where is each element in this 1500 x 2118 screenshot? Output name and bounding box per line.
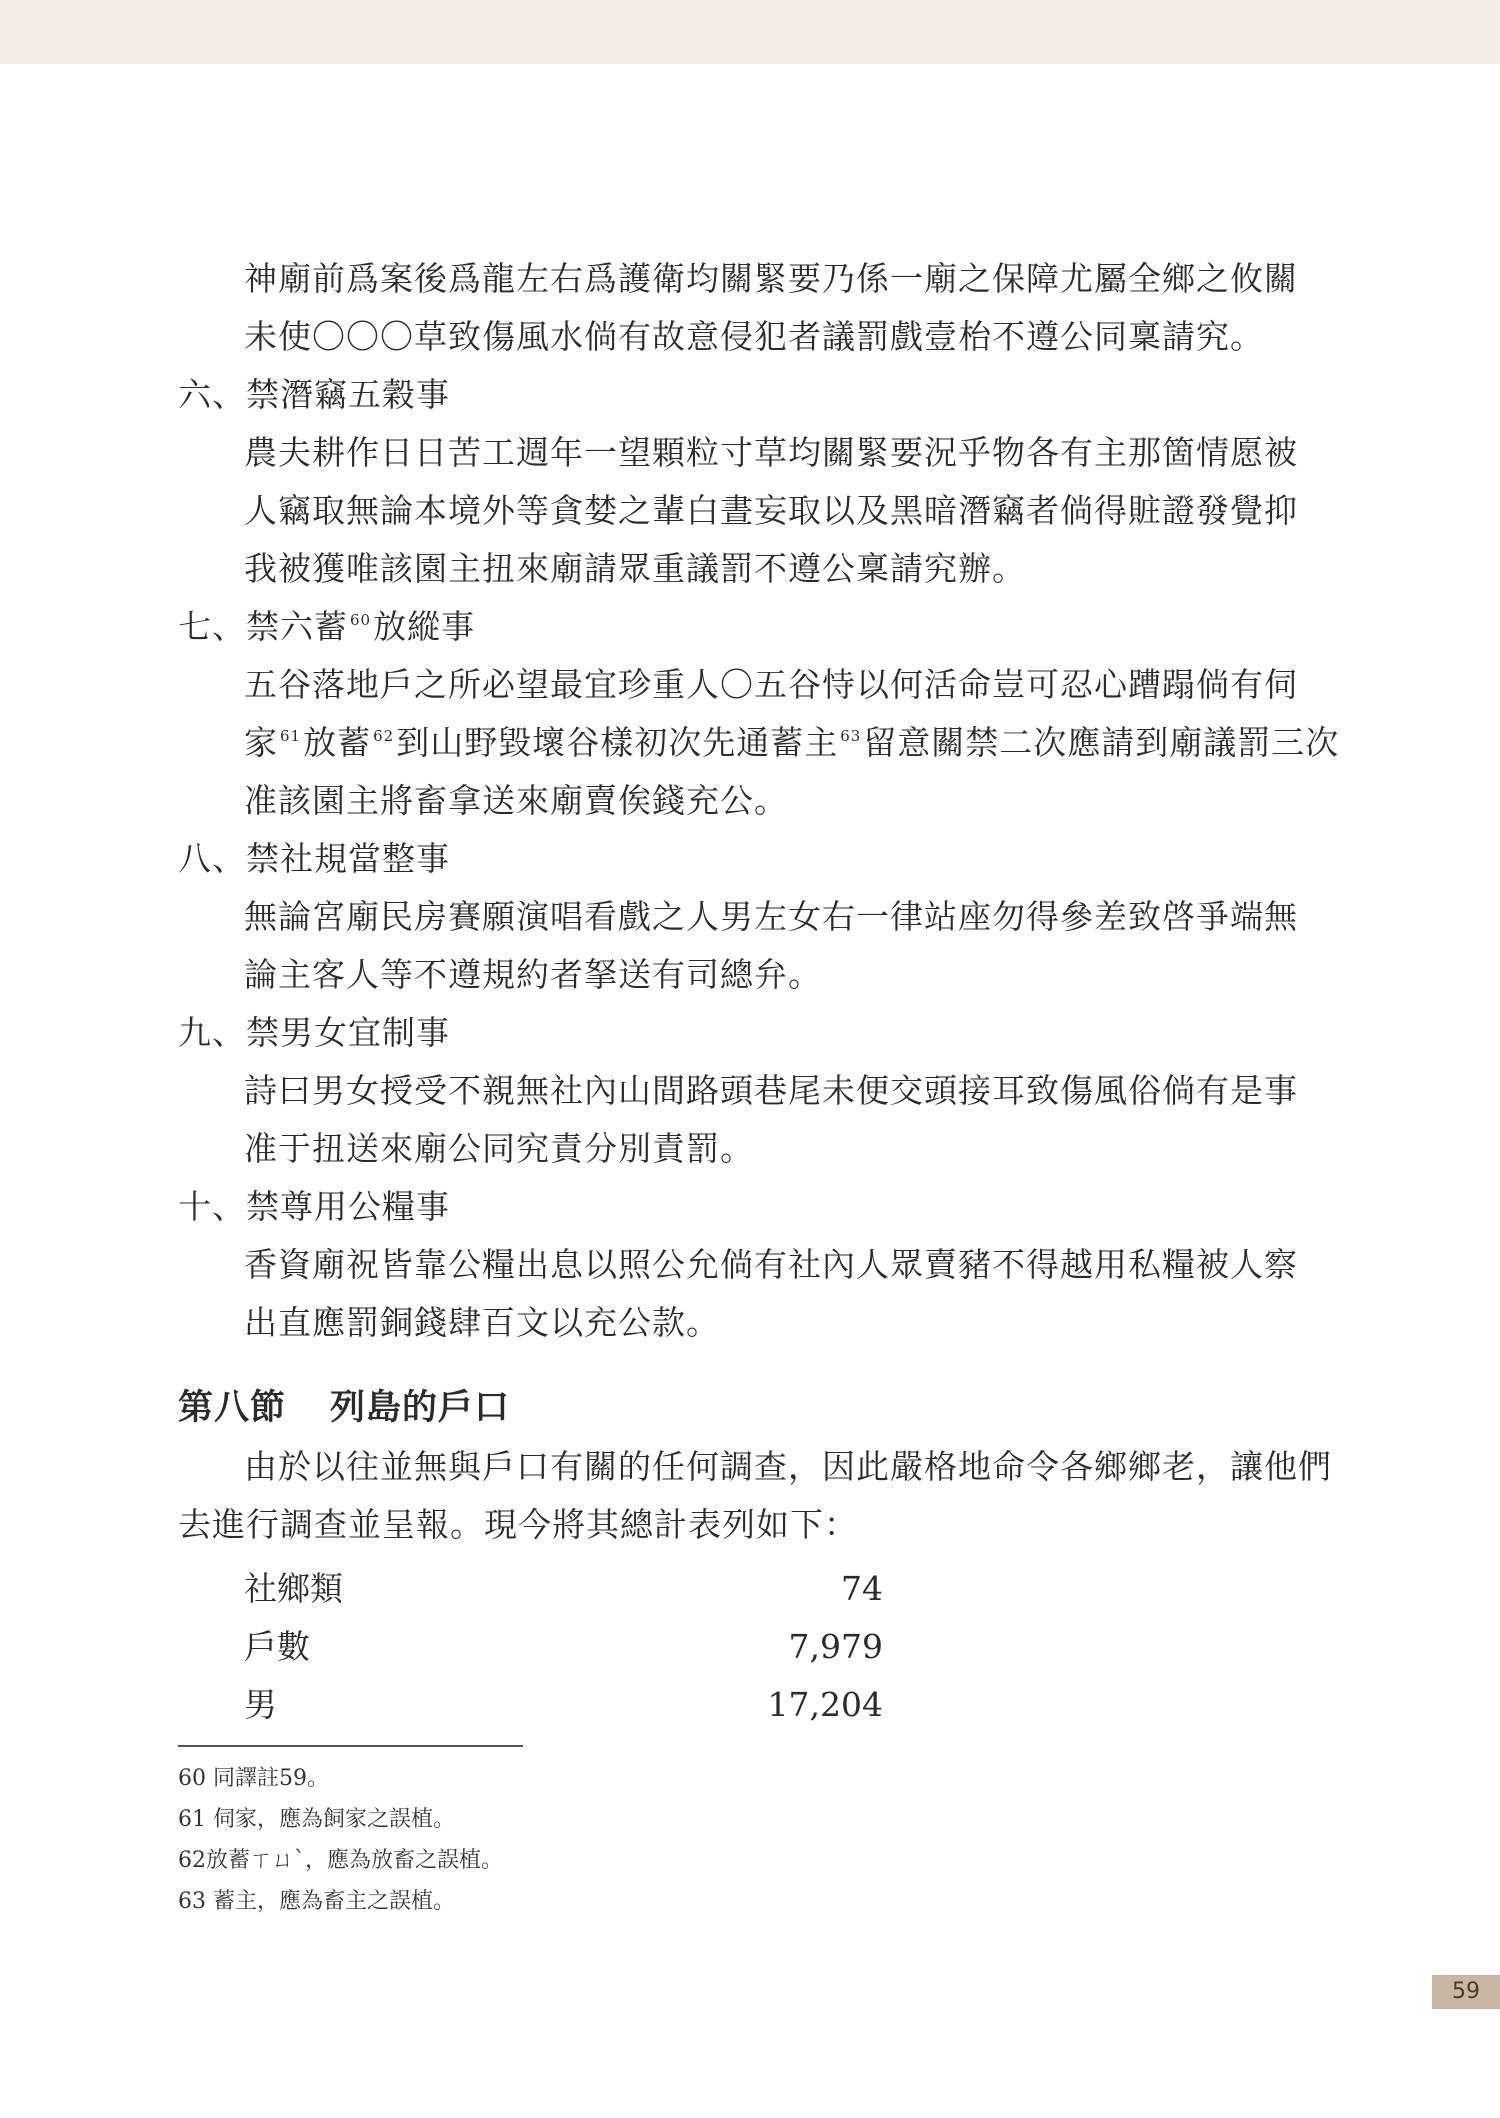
page-number: 59 <box>1432 1975 1500 2009</box>
footnote-61: 61 伺家，應為飼家之誤植。 <box>178 1807 455 1832</box>
text-line: 由於以往並無與戶口有關的任何調查，因此嚴格地命令各鄉鄉老，讓他們 <box>244 1447 1332 1486</box>
text-segment: 放蓄 <box>303 723 372 762</box>
text-line: 准該園主將畜拿送來廟賣俟錢充公。 <box>244 781 788 820</box>
text-line <box>178 714 1340 772</box>
table-row <box>178 1676 1298 1734</box>
row-label: 戶數 <box>244 1627 310 1666</box>
heading-text: 放縱事 <box>373 607 476 646</box>
footnote-ref-60: 60 <box>350 611 372 629</box>
text-line: 未使〇〇〇草致傷風水倘有故意侵犯者議罰戲壹枱不遵公同稟請究。 <box>244 317 1264 356</box>
section-title: 列島的戶口 <box>330 1388 511 1428</box>
footnote-63: 63 蓄主，應為畜主之誤植。 <box>178 1889 455 1914</box>
rule-heading-10: 十、禁尊用公糧事 <box>178 1187 450 1226</box>
row-value: 74 <box>841 1569 883 1608</box>
rule-heading-7 <box>178 598 1298 656</box>
text-line: 准于扭送來廟公同究責分別責罰。 <box>244 1129 754 1168</box>
text-segment: 留意關禁二次應請到廟議罰三次 <box>863 723 1340 762</box>
main-text <box>178 250 1340 1734</box>
row-value: 17,204 <box>767 1685 883 1724</box>
rule-heading-8: 八、禁社規當整事 <box>178 839 450 878</box>
text-segment: 到山野毀壞谷樣初次先通蓄主 <box>396 723 839 762</box>
rule-heading-9: 九、禁男女宜制事 <box>178 1013 450 1052</box>
heading-text: 七、禁六蓄 <box>178 607 348 646</box>
row-label: 社鄉類 <box>244 1569 343 1608</box>
table-row <box>178 1560 1298 1618</box>
text-line: 出直應罰銅錢肆百文以充公款。 <box>244 1303 720 1342</box>
top-band <box>0 0 1500 64</box>
text-line: 香資廟祝皆靠公糧出息以照公允倘有社內人眾賣豬不得越用私糧被人察 <box>244 1245 1298 1284</box>
text-line: 神廟前爲案後爲龍左右爲護衛均關緊要乃係一廟之保障尤屬全鄉之攸關 <box>244 259 1298 298</box>
footnotes <box>178 1758 1078 1922</box>
footnote-divider <box>178 1745 523 1747</box>
text-line: 農夫耕作日日苦工週年一望顆粒寸草均關緊要況乎物各有主那箇情愿被 <box>244 433 1298 472</box>
footnote-ref-61: 61 <box>280 727 302 745</box>
population-table <box>178 1560 1298 1734</box>
text-line: 人竊取無論本境外等貪婪之輩白晝妄取以及黑暗潛竊者倘得賍證發覺抑 <box>244 491 1298 530</box>
intro-paragraph <box>178 1438 1332 1554</box>
text-line: 無論宮廟民房賽願演唱看戲之人男左女右一律站座勿得參差致啓爭端無 <box>244 897 1298 936</box>
table-row <box>178 1618 1298 1676</box>
text-line: 去進行調查並呈報。現今將其總計表列如下： <box>178 1505 858 1544</box>
footnote-62: 62放蓄ㄒㄩˋ，應為放畜之誤植。 <box>178 1848 503 1873</box>
row-label: 男 <box>244 1685 277 1724</box>
text-line: 我被獲唯該園主扭來廟請眾重議罰不遵公稟請究辦。 <box>244 549 1026 588</box>
footnote-60: 60 同譯註59。 <box>178 1766 329 1791</box>
footnote-ref-62: 62 <box>373 727 395 745</box>
rule-heading-6: 六、禁潛竊五穀事 <box>178 375 450 414</box>
text-segment: 家 <box>244 723 278 762</box>
text-line: 五谷落地戶之所必望最宜珍重人〇五谷恃以何活命豈可忍心蹧蹋倘有伺 <box>244 665 1298 704</box>
section-number: 第八節 <box>178 1388 287 1428</box>
text-line: 詩曰男女授受不親無社內山間路頭巷尾未便交頭接耳致傷風俗倘有是事 <box>244 1071 1298 1110</box>
footnote-ref-63: 63 <box>840 727 862 745</box>
section-heading <box>178 1378 1298 1438</box>
text-line: 論主客人等不遵規約者拏送有司總弁。 <box>244 955 822 994</box>
row-value: 7,979 <box>788 1627 883 1666</box>
